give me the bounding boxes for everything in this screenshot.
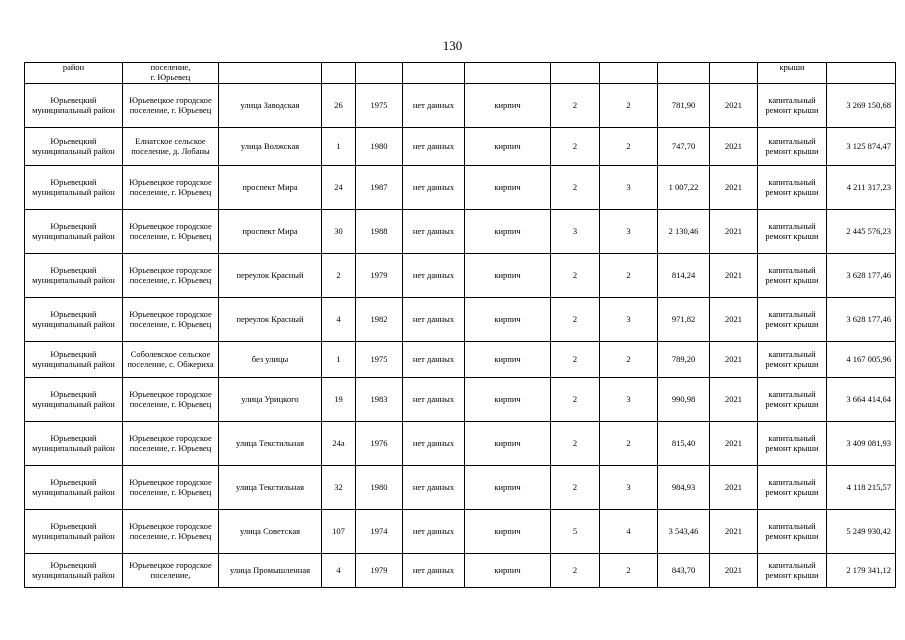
cell-total-area: 990,98 — [658, 378, 710, 422]
cell-plan-year: 2021 — [710, 210, 758, 254]
cell-year-upgrade: нет данных — [403, 254, 465, 298]
cell-total-area: 971,82 — [658, 298, 710, 342]
cell-cost: 3 628 177,46 — [827, 254, 896, 298]
cell-settlement: Юрьевецкое городское поселение, г. Юрьевец — [123, 466, 219, 510]
cell-entrances: 3 — [600, 166, 658, 210]
cell-wall-material: кирпич — [465, 554, 551, 588]
cell-settlement: Юрьевецкое городское поселение, г. Юрьевец — [123, 510, 219, 554]
cell-plan-year: 2021 — [710, 554, 758, 588]
cell-year-built: 1983 — [356, 378, 403, 422]
cell-street: проспект Мира — [219, 210, 322, 254]
cell-street: переулок Красный — [219, 254, 322, 298]
cell-settlement: Юрьевецкое городское поселение, г. Юрьевец — [123, 378, 219, 422]
cell-street: без улицы — [219, 342, 322, 378]
cell-street: переулок Красный — [219, 298, 322, 342]
cell-total-area: 2 130,46 — [658, 210, 710, 254]
cell-settlement: Юрьевецкое городское поселение, — [123, 554, 219, 588]
cell-house-number — [322, 63, 356, 84]
table-row — [25, 466, 896, 510]
cell-year-upgrade: нет данных — [403, 378, 465, 422]
cell-entrances: 3 — [600, 378, 658, 422]
cell-area: Юрьевецкий муниципальный район — [25, 510, 123, 554]
cell-house-number: 26 — [322, 84, 356, 128]
cell-house-number: 24а — [322, 422, 356, 466]
cell-wall-material: кирпич — [465, 210, 551, 254]
cell-area: Юрьевецкий муниципальный район — [25, 254, 123, 298]
cell-entrances: 2 — [600, 554, 658, 588]
cell-entrances: 3 — [600, 298, 658, 342]
cell-entrances: 2 — [600, 422, 658, 466]
cell-year-upgrade: нет данных — [403, 84, 465, 128]
cell-year-upgrade: нет данных — [403, 342, 465, 378]
cell-total-area: 747,70 — [658, 128, 710, 166]
table-body — [25, 63, 896, 588]
cell-wall-material: кирпич — [465, 466, 551, 510]
table-row — [25, 128, 896, 166]
cell-street: улица Волжская — [219, 128, 322, 166]
cell-year-built: 1987 — [356, 166, 403, 210]
table-row — [25, 210, 896, 254]
cell-total-area: 3 543,46 — [658, 510, 710, 554]
cell-wall-material: кирпич — [465, 378, 551, 422]
table-row — [25, 84, 896, 128]
cell-floors: 2 — [551, 298, 600, 342]
cell-house-number: 19 — [322, 378, 356, 422]
cell-year-built: 1980 — [356, 128, 403, 166]
cell-cost: 2 445 576,23 — [827, 210, 896, 254]
cell-year-built: 1980 — [356, 466, 403, 510]
cell-total-area: 984,93 — [658, 466, 710, 510]
cell-year-built: 1975 — [356, 84, 403, 128]
cell-floors: 2 — [551, 378, 600, 422]
cell-house-number: 107 — [322, 510, 356, 554]
cell-settlement: Юрьевецкое городское поселение, г. Юрьевец — [123, 84, 219, 128]
cell-work-type: капитальный ремонт крыши — [758, 466, 827, 510]
cell-entrances: 3 — [600, 210, 658, 254]
cell-floors: 2 — [551, 84, 600, 128]
cell-entrances: 4 — [600, 510, 658, 554]
cell-cost: 3 628 177,46 — [827, 298, 896, 342]
cell-settlement: Елнатское сельское поселение, д. Лобаны — [123, 128, 219, 166]
cell-wall-material: кирпич — [465, 84, 551, 128]
cell-cost: 4 211 317,23 — [827, 166, 896, 210]
cell-work-type: капитальный ремонт крыши — [758, 510, 827, 554]
cell-street: улица Промышленная — [219, 554, 322, 588]
cell-settlement: поселение, г. Юрьевец — [123, 63, 219, 84]
cell-year-upgrade: нет данных — [403, 554, 465, 588]
cell-cost: 4 118 215,57 — [827, 466, 896, 510]
cell-work-type: капитальный ремонт крыши — [758, 84, 827, 128]
cell-cost: 3 409 081,93 — [827, 422, 896, 466]
cell-total-area: 781,90 — [658, 84, 710, 128]
cell-total-area: 814,24 — [658, 254, 710, 298]
cell-settlement: Юрьевецкое городское поселение, г. Юрьевец — [123, 422, 219, 466]
cell-street: улица Текстильная — [219, 422, 322, 466]
cell-year-upgrade: нет данных — [403, 298, 465, 342]
cell-area: Юрьевецкий муниципальный район — [25, 128, 123, 166]
cell-plan-year: 2021 — [710, 128, 758, 166]
cell-total-area: 1 007,22 — [658, 166, 710, 210]
cell-total-area: 815,40 — [658, 422, 710, 466]
cell-plan-year: 2021 — [710, 342, 758, 378]
cell-entrances: 2 — [600, 84, 658, 128]
cell-entrances: 2 — [600, 128, 658, 166]
cell-year-built: 1979 — [356, 254, 403, 298]
cell-wall-material: кирпич — [465, 166, 551, 210]
cell-area: район — [25, 63, 123, 84]
cell-year-built: 1979 — [356, 554, 403, 588]
cell-settlement: Юрьевецкое городское поселение, г. Юрьевец — [123, 166, 219, 210]
cell-year-built: 1975 — [356, 342, 403, 378]
cell-year-built: 1976 — [356, 422, 403, 466]
cell-floors: 2 — [551, 422, 600, 466]
cell-street: улица Заводская — [219, 84, 322, 128]
cell-floors: 2 — [551, 254, 600, 298]
table-row — [25, 554, 896, 588]
cell-wall-material: кирпич — [465, 510, 551, 554]
cell-entrances: 2 — [600, 342, 658, 378]
cell-work-type: капитальный ремонт крыши — [758, 378, 827, 422]
cell-year-upgrade: нет данных — [403, 128, 465, 166]
cell-cost: 2 179 341,12 — [827, 554, 896, 588]
table-row — [25, 422, 896, 466]
cell-area: Юрьевецкий муниципальный район — [25, 84, 123, 128]
cell-house-number: 4 — [322, 554, 356, 588]
cell-wall-material: кирпич — [465, 128, 551, 166]
cell-entrances — [600, 63, 658, 84]
cell-floors: 2 — [551, 342, 600, 378]
cell-entrances: 2 — [600, 254, 658, 298]
table-row — [25, 510, 896, 554]
cell-area: Юрьевецкий муниципальный район — [25, 466, 123, 510]
cell-area: Юрьевецкий муниципальный район — [25, 210, 123, 254]
table-row — [25, 63, 896, 84]
cell-house-number: 1 — [322, 342, 356, 378]
cell-house-number: 4 — [322, 298, 356, 342]
cell-house-number: 30 — [322, 210, 356, 254]
cell-wall-material: кирпич — [465, 422, 551, 466]
table-row — [25, 166, 896, 210]
cell-street: проспект Мира — [219, 166, 322, 210]
cell-street — [219, 63, 322, 84]
cell-area: Юрьевецкий муниципальный район — [25, 554, 123, 588]
cell-year-built: 1974 — [356, 510, 403, 554]
cell-work-type: капитальный ремонт крыши — [758, 342, 827, 378]
cell-street: улица Текстильная — [219, 466, 322, 510]
cell-plan-year: 2021 — [710, 254, 758, 298]
cell-wall-material — [465, 63, 551, 84]
cell-floors: 5 — [551, 510, 600, 554]
cell-plan-year: 2021 — [710, 298, 758, 342]
cell-year-upgrade: нет данных — [403, 422, 465, 466]
cell-settlement: Соболевское сельское поселение, с. Обжериха — [123, 342, 219, 378]
cell-cost: 3 664 414,64 — [827, 378, 896, 422]
housing-registry-table — [24, 62, 896, 588]
cell-floors — [551, 63, 600, 84]
cell-floors: 2 — [551, 128, 600, 166]
cell-wall-material: кирпич — [465, 342, 551, 378]
cell-work-type: капитальный ремонт крыши — [758, 210, 827, 254]
table-row — [25, 254, 896, 298]
cell-street: улица Советская — [219, 510, 322, 554]
cell-total-area: 789,20 — [658, 342, 710, 378]
cell-floors: 3 — [551, 210, 600, 254]
cell-wall-material: кирпич — [465, 298, 551, 342]
cell-work-type: капитальный ремонт крыши — [758, 554, 827, 588]
cell-year-upgrade: нет данных — [403, 466, 465, 510]
cell-plan-year: 2021 — [710, 84, 758, 128]
cell-plan-year: 2021 — [710, 166, 758, 210]
cell-work-type: капитальный ремонт крыши — [758, 166, 827, 210]
cell-settlement: Юрьевецкое городское поселение, г. Юрьевец — [123, 254, 219, 298]
cell-work-type: капитальный ремонт крыши — [758, 128, 827, 166]
cell-house-number: 24 — [322, 166, 356, 210]
cell-year-built: 1982 — [356, 298, 403, 342]
cell-plan-year: 2021 — [710, 378, 758, 422]
page-number: 130 — [442, 38, 463, 53]
cell-area: Юрьевецкий муниципальный район — [25, 342, 123, 378]
table-row — [25, 342, 896, 378]
cell-settlement: Юрьевецкое городское поселение, г. Юрьевец — [123, 298, 219, 342]
table-row — [25, 298, 896, 342]
cell-total-area: 843,70 — [658, 554, 710, 588]
cell-total-area — [658, 63, 710, 84]
cell-year-upgrade: нет данных — [403, 166, 465, 210]
cell-wall-material: кирпич — [465, 254, 551, 298]
cell-year-built: 1988 — [356, 210, 403, 254]
cell-house-number: 32 — [322, 466, 356, 510]
cell-year-upgrade — [403, 63, 465, 84]
cell-plan-year: 2021 — [710, 466, 758, 510]
cell-floors: 2 — [551, 466, 600, 510]
cell-area: Юрьевецкий муниципальный район — [25, 378, 123, 422]
cell-settlement: Юрьевецкое городское поселение, г. Юрьевец — [123, 210, 219, 254]
cell-house-number: 1 — [322, 128, 356, 166]
cell-work-type: капитальный ремонт крыши — [758, 422, 827, 466]
cell-year-upgrade: нет данных — [403, 510, 465, 554]
cell-floors: 2 — [551, 166, 600, 210]
cell-entrances: 3 — [600, 466, 658, 510]
cell-work-type: капитальный ремонт крыши — [758, 254, 827, 298]
cell-plan-year: 2021 — [710, 422, 758, 466]
cell-plan-year — [710, 63, 758, 84]
cell-street: улица Урицкого — [219, 378, 322, 422]
cell-year-built — [356, 63, 403, 84]
cell-area: Юрьевецкий муниципальный район — [25, 422, 123, 466]
cell-work-type: капитальный ремонт крыши — [758, 298, 827, 342]
cell-plan-year: 2021 — [710, 510, 758, 554]
cell-area: Юрьевецкий муниципальный район — [25, 166, 123, 210]
cell-cost: 5 249 930,42 — [827, 510, 896, 554]
table-row — [25, 378, 896, 422]
cell-cost — [827, 63, 896, 84]
cell-area: Юрьевецкий муниципальный район — [25, 298, 123, 342]
cell-cost: 3 269 150,68 — [827, 84, 896, 128]
cell-floors: 2 — [551, 554, 600, 588]
cell-work-type: крыши — [758, 63, 827, 84]
cell-year-upgrade: нет данных — [403, 210, 465, 254]
cell-cost: 4 167 005,96 — [827, 342, 896, 378]
cell-house-number: 2 — [322, 254, 356, 298]
cell-cost: 3 125 874,47 — [827, 128, 896, 166]
